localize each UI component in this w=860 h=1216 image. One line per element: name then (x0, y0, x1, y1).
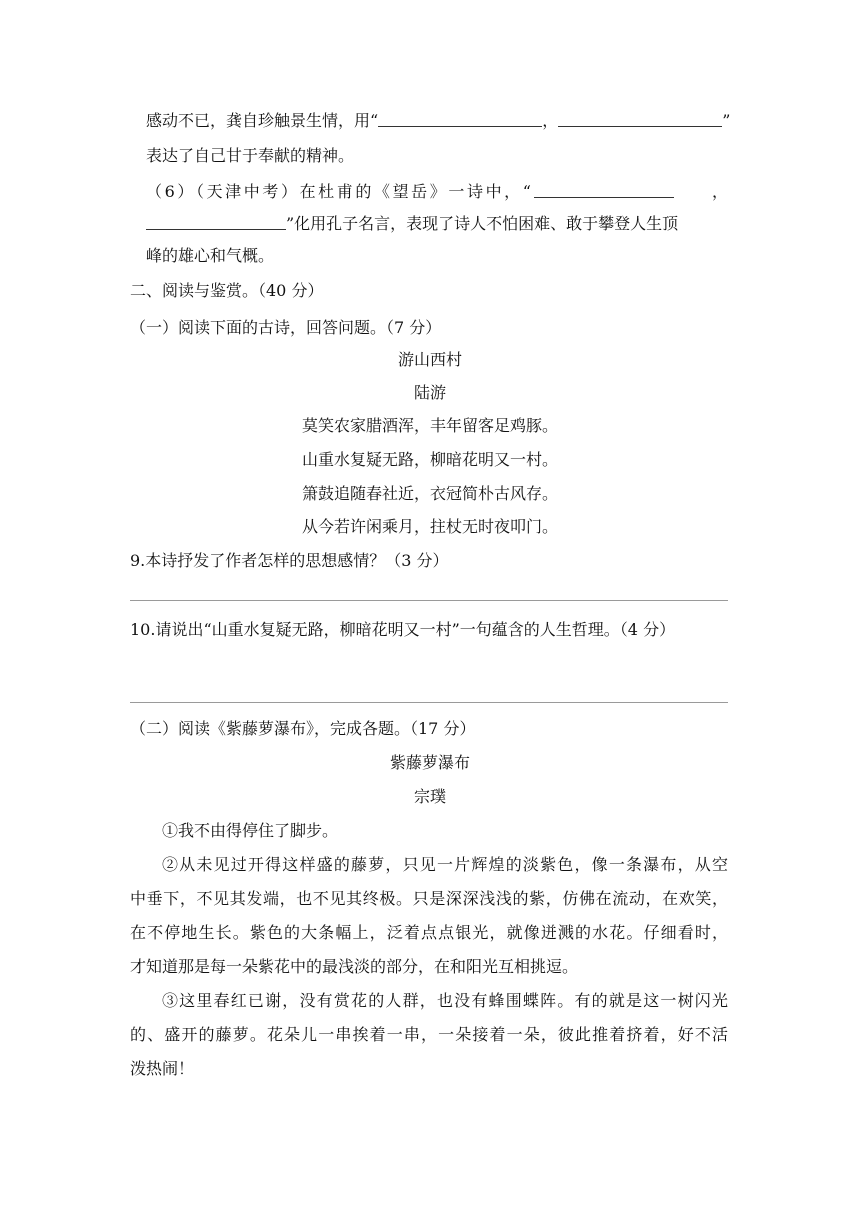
essay-paragraph-3-line: 泼热闹！ (130, 1059, 195, 1078)
fill-line-1-end-quote: ” (722, 111, 731, 130)
essay-paragraph-2-line: ②从未见过开得这样盛的藤萝，只见一片辉煌的淡紫色，像一条瀑布，从空 (162, 855, 728, 874)
q6-line-3: 峰的雄心和气概。 (146, 246, 275, 265)
poem-line: 从今若许闲乘月，拄杖无时夜叩门。 (301, 517, 558, 536)
essay-paragraph-2-line: 在不停地生长。紫色的大条幅上，泛着点点银光，就像迸溅的水花。仔细看时， (130, 923, 728, 942)
section-heading: 二、阅读与鉴赏。（40 分） (130, 281, 324, 300)
question-9: 9.本诗抒发了作者怎样的思想感情？（3 分） (130, 551, 449, 570)
essay-paragraph-3-line: 的、盛开的藤萝。花朵儿一串挨着一串，一朵接着一朵，彼此推着挤着，好不活 (130, 1025, 728, 1044)
q6-line-2-suffix: ”化用孔子名言，表现了诗人不怕困难、敢于攀登人生顶 (286, 214, 679, 233)
question-10: 10.请说出“山重水复疑无路，柳暗花明又一村”一句蕴含的人生哲理。（4 分） (130, 620, 676, 639)
answer-blank[interactable] (534, 182, 674, 198)
essay-paragraph-1: ①我不由得停住了脚步。 (162, 821, 339, 840)
answer-line[interactable] (130, 702, 728, 703)
answer-line[interactable] (130, 600, 728, 601)
poem-title: 游山西村 (397, 350, 462, 369)
fill-line-1-comma: ， (542, 111, 559, 130)
q6-prefix: （6）（天津中考）在杜甫的《望岳》一诗中，“ (146, 182, 534, 201)
essay-paragraph-2-line: 中垂下，不见其发端，也不见其终极。只是深深浅浅的紫，仿佛在流动，在欢笑， (130, 889, 728, 908)
essay-author: 宗璞 (413, 787, 446, 806)
poem-author: 陆游 (413, 383, 446, 402)
fill-line-2: 表达了自己甘于奉献的精神。 (146, 146, 355, 165)
part2-heading: （二）阅读《紫藤萝瀑布》，完成各题。（17 分） (130, 719, 476, 738)
q6-comma: ， (711, 182, 728, 201)
q6-line-1 (146, 182, 728, 202)
fill-line-1-prefix: 感动不已，龚自珍触景生情，用“ (146, 111, 379, 130)
poem-line: 莫笑农家腊酒浑，丰年留客足鸡豚。 (301, 416, 558, 435)
answer-blank[interactable] (378, 111, 542, 127)
part1-heading: （一）阅读下面的古诗，回答问题。（7 分） (130, 318, 442, 337)
essay-paragraph-3-line: ③这里春红已谢，没有赏花的人群，也没有蜂围蝶阵。有的就是这一树闪光 (162, 991, 728, 1010)
poem-line: 山重水复疑无路，柳暗花明又一村。 (301, 450, 558, 469)
fill-line-1 (146, 111, 730, 131)
q6-line-2 (146, 214, 678, 234)
poem-line: 箫鼓追随春社近，衣冠简朴古风存。 (301, 484, 558, 503)
essay-paragraph-2-line: 才知道那是每一朵紫花中的最浅淡的部分，在和阳光互相挑逗。 (130, 957, 579, 976)
essay-title: 紫藤萝瀑布 (389, 753, 470, 772)
answer-blank[interactable] (146, 214, 286, 230)
answer-blank[interactable] (558, 111, 722, 127)
